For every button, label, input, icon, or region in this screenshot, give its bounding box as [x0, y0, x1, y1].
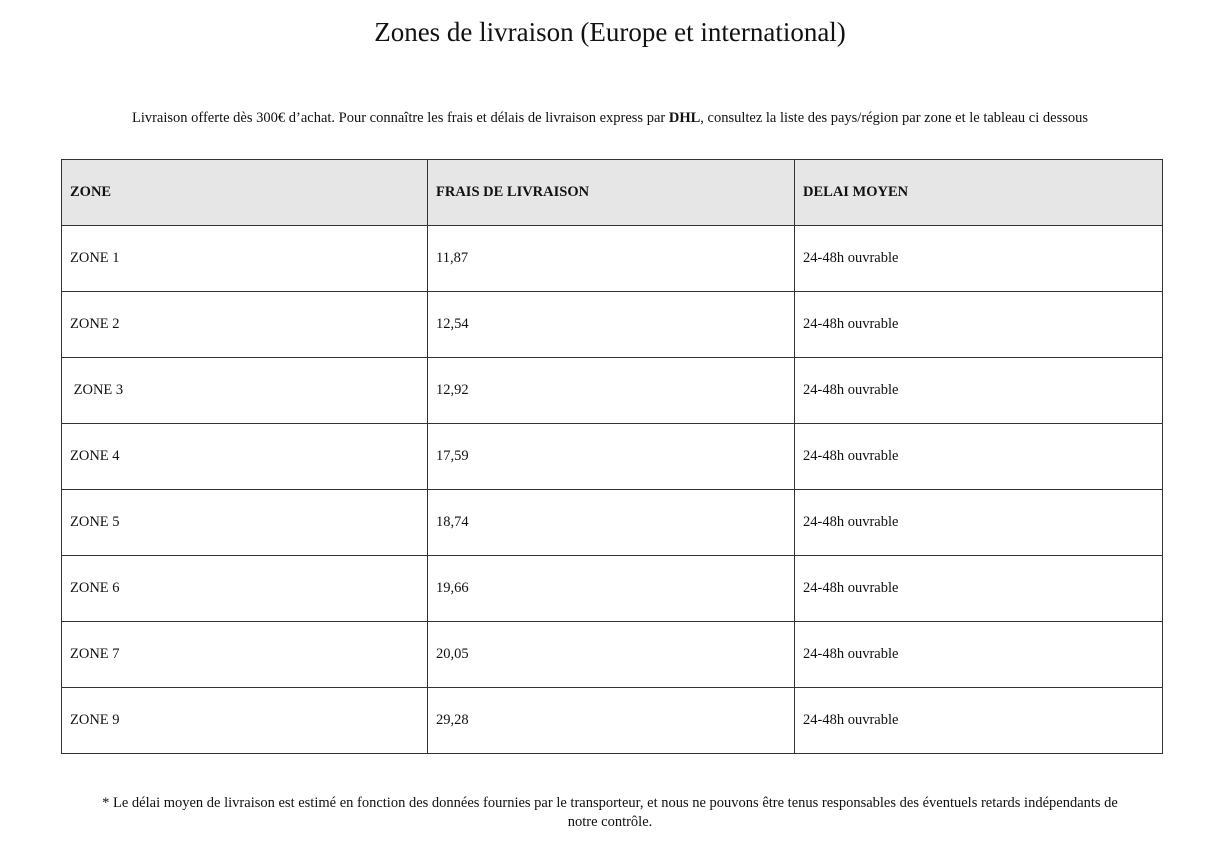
cell-shipping-cost: 17,59	[428, 424, 795, 490]
cell-zone: ZONE 1	[62, 226, 428, 292]
header-zone: ZONE	[62, 160, 428, 226]
intro-text-start: Livraison offerte dès 300€ d’achat. Pour connaître les frais et délais de livraison express par	[131, 110, 669, 126]
cell-zone: ZONE 9	[62, 688, 428, 754]
table-row	[62, 424, 1163, 490]
cell-zone: ZONE 6	[62, 556, 428, 622]
cell-average-delay: 24-48h ouvrable	[795, 622, 1163, 688]
cell-average-delay: 24-48h ouvrable	[795, 556, 1163, 622]
intro-text	[0, 108, 1220, 128]
table-header-row	[62, 160, 1163, 226]
footnote: * Le délai moyen de livraison est estimé en fonction des données fournies par le transporteur, et nous ne pouvons être tenus responsables des éventuels retards indépendants de notre contrôle.	[102, 795, 1118, 830]
cell-zone: ZONE 4	[62, 424, 428, 490]
cell-shipping-cost: 11,87	[428, 226, 795, 292]
table-row	[62, 226, 1163, 292]
carrier-name: DHL	[668, 110, 701, 126]
cell-shipping-cost: 18,74	[428, 490, 795, 556]
table-row	[62, 556, 1163, 622]
table-row	[62, 358, 1163, 424]
cell-shipping-cost: 12,92	[428, 358, 795, 424]
cell-shipping-cost: 20,05	[428, 622, 795, 688]
cell-average-delay: 24-48h ouvrable	[795, 358, 1163, 424]
cell-zone: ZONE 2	[62, 292, 428, 358]
table-row	[62, 688, 1163, 754]
cell-average-delay: 24-48h ouvrable	[795, 424, 1163, 490]
page-title: Zones de livraison (Europe et international)	[374, 17, 846, 47]
header-shipping-cost: FRAIS DE LIVRAISON	[428, 160, 795, 226]
table-row	[62, 292, 1163, 358]
cell-shipping-cost: 12,54	[428, 292, 795, 358]
cell-average-delay: 24-48h ouvrable	[795, 292, 1163, 358]
cell-shipping-cost: 29,28	[428, 688, 795, 754]
cell-average-delay: 24-48h ouvrable	[795, 226, 1163, 292]
cell-zone: ZONE 3	[62, 358, 428, 424]
cell-zone: ZONE 7	[62, 622, 428, 688]
table-row	[62, 622, 1163, 688]
intro-text-end: , consultez la liste des pays/région par zone et le tableau ci dessous	[700, 110, 1089, 126]
header-average-delay: DELAI MOYEN	[795, 160, 1163, 226]
cell-zone: ZONE 5	[62, 490, 428, 556]
cell-average-delay: 24-48h ouvrable	[795, 688, 1163, 754]
table-row	[62, 490, 1163, 556]
shipping-rates-table	[61, 159, 1163, 754]
cell-average-delay: 24-48h ouvrable	[795, 490, 1163, 556]
cell-shipping-cost: 19,66	[428, 556, 795, 622]
